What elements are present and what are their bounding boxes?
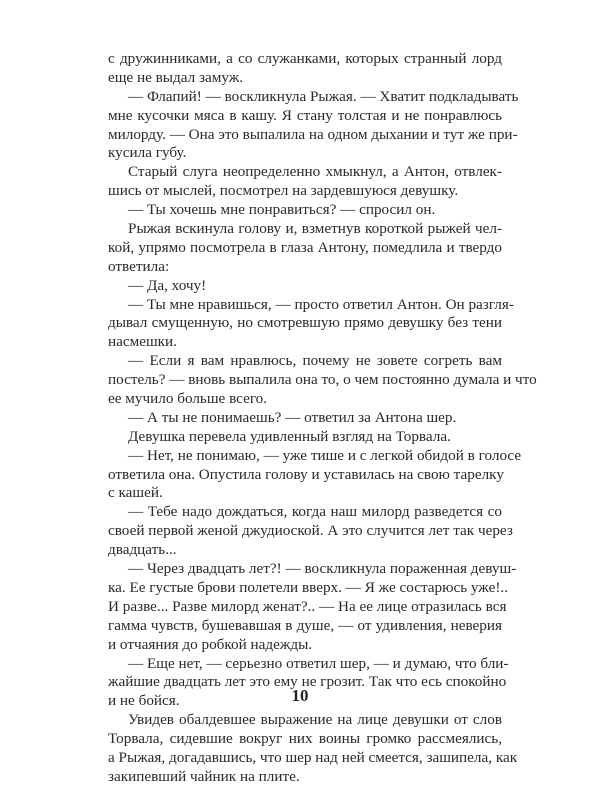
text-line: — Ты мне нравишься, — просто ответил Антон. Он разгля- — [128, 295, 514, 313]
text-line: жайшие двадцать лет это ему не грозит. Так что есь спокойно — [108, 673, 507, 691]
text-line: шись от мыслей, посмотрел на зардевшуюся девушку. — [108, 182, 459, 200]
text-line: и не бойся. — [108, 692, 180, 710]
text-line: ее мучило больше всего. — [108, 390, 268, 408]
text-line: — Через двадцать лет?! — воскликнула пораженная девуш- — [128, 560, 517, 578]
text-line: Увидев обалдевшее выражение на лице девушки от слов — [128, 711, 502, 729]
body-text — [108, 50, 537, 787]
text-line: еще не выдал замуж. — [108, 68, 244, 86]
text-line: И разве... Разве милорд женат?.. — На ее лице отразилась вся — [108, 597, 507, 615]
text-line: ответила она. Опустила голову и уставилась на свою тарелку — [108, 465, 504, 483]
text-line: — Флапий! — воскликнула Рыжая. — Хватит подкладывать — [128, 87, 519, 105]
text-line: мне кусочки мяса в кашу. Я стану толстая и не понравлюсь — [108, 106, 502, 124]
text-line: гамма чувств, бушевавшая в душе, — от удивления, неверия — [108, 616, 502, 634]
text-line: кусила губу. — [108, 144, 187, 162]
page-number: 10 — [291, 686, 309, 705]
text-line: а Рыжая, догадавшись, что шер над ней смеется, зашипела, как — [108, 748, 518, 766]
text-line: — Тебе надо дождаться, когда наш милорд разведется со — [128, 503, 502, 521]
text-line: дывал смущенную, но смотревшую прямо девушку без тени — [108, 314, 502, 332]
text-line: — А ты не понимаешь? — ответил за Антона шер. — [128, 408, 457, 426]
text-line: с кашей. — [108, 484, 163, 502]
text-line: — Ты хочешь мне понравиться? — спросил он. — [128, 201, 436, 219]
text-line: ка. Ее густые брови полетели вверх. — Я же состарюсь уже!.. — [108, 578, 508, 596]
text-line: — Еще нет, — серьезно ответил шер, — и думаю, что бли- — [128, 654, 509, 672]
text-line: — Нет, не понимаю, — уже тише и с легкой обидой в голосе — [128, 446, 522, 464]
text-line: кой, упрямо посмотрела в глаза Антону, помедлила и твердо — [108, 238, 502, 256]
text-line: насмешки. — [108, 333, 177, 351]
text-line: своей первой женой джудиоской. А это случится лет так через — [108, 522, 513, 540]
text-line: Торвала, сидевшие вокруг них воины громко рассмеялись, — [108, 730, 502, 748]
text-line: — Да, хочу! — [128, 276, 207, 294]
text-line: ответила: — [108, 257, 170, 275]
text-line: — Если я вам нравлюсь, почему не зовете согреть вам — [128, 352, 502, 370]
text-line: Рыжая вскинула голову и, взметнув короткой рыжей чел- — [128, 220, 502, 238]
text-line: Девушка перевела удивленный взгляд на Торвала. — [128, 427, 451, 445]
text-line: двадцать... — [108, 541, 177, 559]
text-line: с дружинниками, а со служанками, которых странный лорд — [108, 50, 502, 67]
text-line: милорду. — Она это выпалила на одном дыхании и тут же при- — [108, 125, 518, 143]
text-line: Старый слуга неопределенно хмыкнул, а Антон, отвлек- — [128, 163, 502, 181]
text-line: постель? — вновь выпалила она то, о чем постоянно думала и что — [108, 371, 537, 389]
text-line: и отчаяния до робкой надежды. — [108, 635, 313, 653]
text-line: закипевший чайник на плите. — [108, 767, 300, 785]
